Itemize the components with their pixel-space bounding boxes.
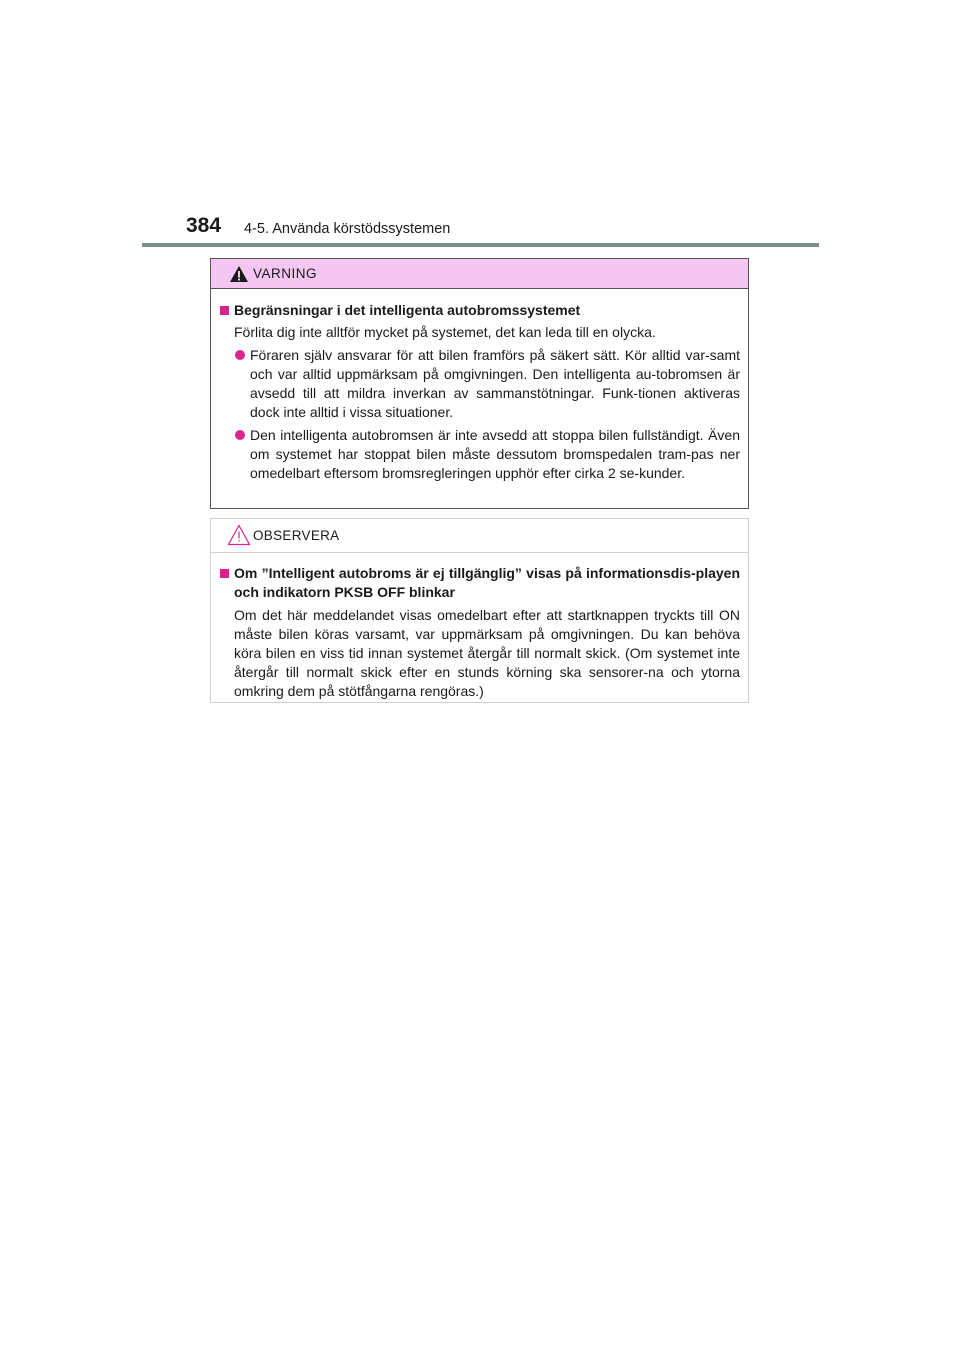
header-rule — [142, 243, 819, 247]
page-number: 384 — [186, 214, 222, 237]
square-bullet-icon — [220, 569, 229, 578]
caution-box — [210, 518, 749, 703]
dot-bullet-icon — [235, 430, 245, 440]
dot-bullet-icon — [235, 350, 245, 360]
warning-heading — [219, 301, 740, 320]
warning-heading-text: Begränsningar i det intelligenta autobromssystemet — [234, 302, 581, 318]
caution-triangle-icon — [227, 524, 251, 546]
warning-bullet-text: Den intelligenta autobromsen är inte avsedd att stoppa bilen fullständigt. Även om systemet har stoppat bilen måste dessutom bromspedalen tram-pas ner omedelbart eftersom bromsregleringen upphör efter cirka 2 se-kunder. — [250, 427, 740, 481]
warning-title: VARNING — [253, 266, 318, 281]
section-title: 4-5. Använda körstödssystemen — [244, 221, 451, 237]
caution-body: Om det här meddelandet visas omedelbart efter att startknappen tryckts till ON måste bilen köras varsamt, var uppmärksam på omgivningen. Du kan behöva köra bilen en viss tid innan systemet återgår till normalt skick. (Om systemet inte återgår till normalt skick efter en stunds körning ska sensorer-na och ytorna omkring dem på stötfångarna rengöras.) — [234, 607, 740, 699]
square-bullet-icon — [220, 306, 229, 315]
warning-box — [210, 258, 749, 509]
caution-title: OBSERVERA — [253, 528, 340, 543]
warning-bullet — [219, 346, 740, 422]
caution-heading-text: Om ”Intelligent autobroms är ej tillgänglig” visas på informationsdis-playen och indikatorn PKSB OFF blinkar — [234, 565, 740, 600]
caution-header — [211, 519, 748, 553]
warning-header — [211, 259, 748, 289]
caution-heading — [219, 564, 740, 602]
warning-bullet — [219, 426, 740, 483]
warning-bullet-text: Föraren själv ansvarar för att bilen framförs på säkert sätt. Kör alltid var-samt och var alltid uppmärksam på omgivningen. Den intelligenta au-tobromsen är avsedd till att mildra inverkan av sammanstötningar. Funk-tionen aktiveras dock inte alltid i vissa situationer. — [250, 347, 740, 420]
warning-intro: Förlita dig inte alltför mycket på systemet, det kan leda till en olycka. — [234, 324, 656, 340]
warning-triangle-icon — [229, 265, 249, 283]
